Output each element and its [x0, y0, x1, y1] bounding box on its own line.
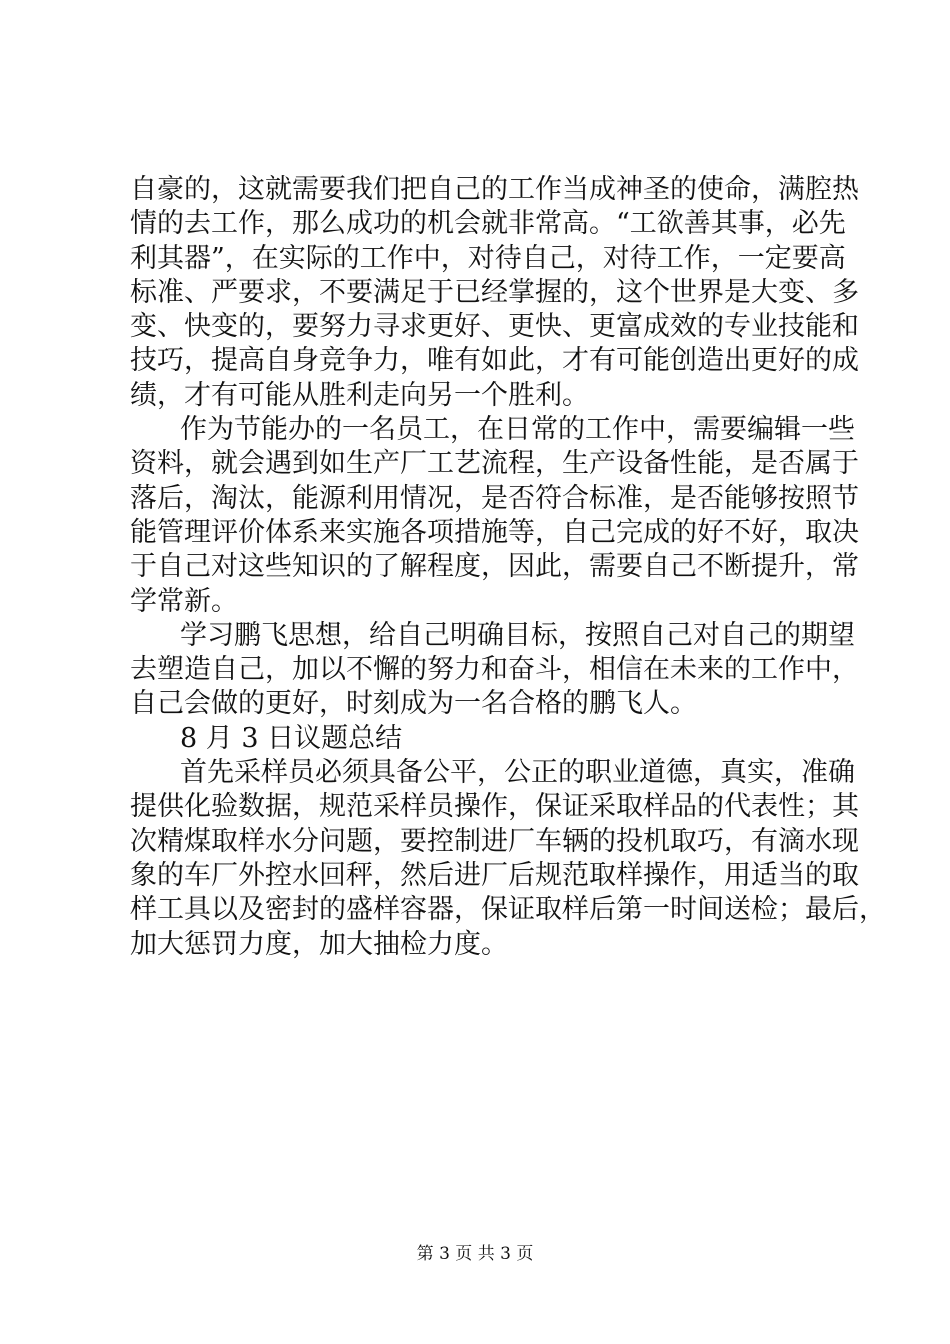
- text-line: 象的车厂外控水回秤，然后进厂后规范取样操作，用适当的取: [130, 859, 859, 891]
- text-line: 学习鹏飞思想，给自己明确目标，按照自己对自己的期望: [180, 619, 855, 651]
- text-line: 利其器”，在实际的工作中，对待自己，对待工作，一定要高: [130, 242, 846, 274]
- text-line: 提供化验数据，规范采样员操作，保证采取样品的代表性；其: [130, 791, 859, 823]
- text-line: 学常新。: [130, 585, 238, 617]
- text-line: 自己会做的更好，时刻成为一名合格的鹏飞人。: [130, 688, 697, 720]
- text-line: 资料，就会遇到如生产厂工艺流程，生产设备性能，是否属于: [130, 448, 859, 480]
- page-number-label: 第 3 页 共 3 页: [416, 1244, 534, 1264]
- text-line: 变、快变的，要努力寻求更好、更快、更富成效的专业技能和: [130, 311, 859, 343]
- heading-text: 8 月 3 日议题总结: [180, 722, 403, 754]
- text-line: 作为节能办的一名员工，在日常的工作中，需要编辑一些: [180, 414, 855, 446]
- text-line: 加大惩罚力度，加大抽检力度。: [130, 928, 508, 960]
- text-line: 首先采样员必须具备公平，公正的职业道德，真实，准确: [180, 757, 855, 789]
- text-line: 标准、严要求，不要满足于已经掌握的，这个世界是大变、多: [130, 276, 859, 308]
- section-heading: [130, 722, 834, 756]
- text-line: 绩，才有可能从胜利走向另一个胜利。: [130, 379, 589, 411]
- paragraph: [130, 756, 886, 962]
- document-body: [130, 173, 886, 962]
- text-line: 于自己对这些知识的了解程度，因此，需要自己不断提升，常: [130, 551, 859, 583]
- paragraph: [130, 413, 859, 619]
- page-footer: [0, 1242, 950, 1266]
- text-line: 去塑造自己，加以不懈的努力和奋斗，相信在未来的工作中，: [130, 654, 859, 686]
- text-line: 样工具以及密封的盛样容器，保证取样后第一时间送检；最后，: [130, 894, 886, 926]
- text-line: 情的去工作，那么成功的机会就非常高。“工欲善其事，必先: [130, 208, 846, 240]
- paragraph: [130, 619, 859, 722]
- text-line: 能管理评价体系来实施各项措施等，自己完成的好不好，取决: [130, 516, 859, 548]
- text-line: 技巧，提高自身竞争力，唯有如此，才有可能创造出更好的成: [130, 345, 859, 377]
- text-line: 次精煤取样水分问题，要控制进厂车辆的投机取巧，有滴水现: [130, 825, 859, 857]
- text-line: 落后，淘汰，能源利用情况，是否符合标准，是否能够按照节: [130, 482, 859, 514]
- paragraph: [130, 173, 859, 413]
- text-line: 自豪的，这就需要我们把自己的工作当成神圣的使命，满腔热: [130, 174, 859, 205]
